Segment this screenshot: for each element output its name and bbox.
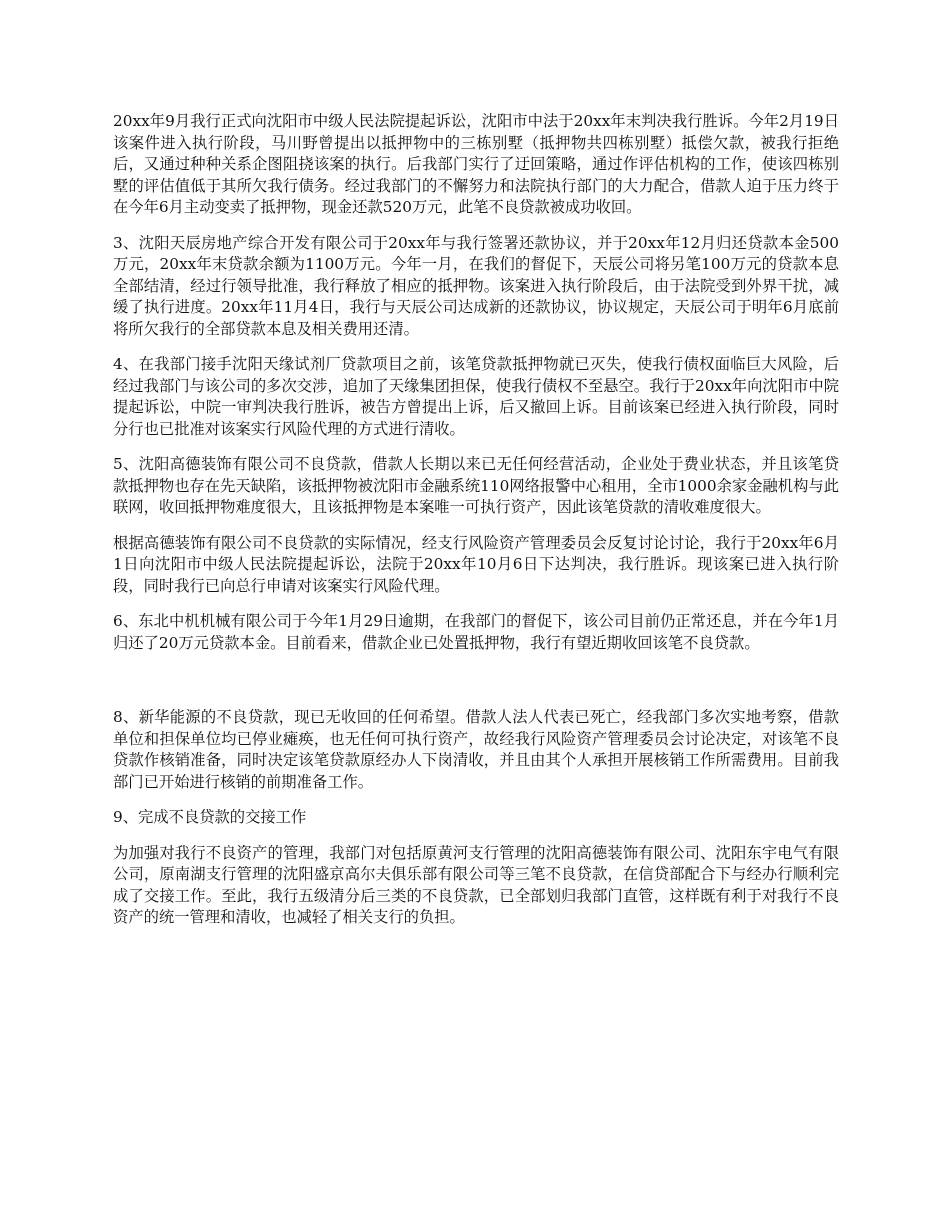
paragraph-item-4: 4、在我部门接手沈阳天缘试剂厂贷款项目之前，该笔贷款抵押物就已灭失，使我行债权面临巨大风险，后经过我部门与该公司的多次交涉，追加了天缘集团担保，使我行债权不至悬空。我行于20xx年向沈阳市中院提起诉讼，中院一审判决我行胜诉，被告方曾提出上诉，后又撤回上诉。目前该案已经进入执行阶段，同时分行也已批准对该案实行风险代理的方式进行清收。 bbox=[113, 355, 839, 438]
paragraph-gaode-followup: 根据高德装饰有限公司不良贷款的实际情况，经支行风险资产管理委员会反复讨论讨论，我行于20xx年6月1日向沈阳市中级人民法院提起诉讼，法院于20xx年10月6日下达判决，我行胜诉。现该案已进入执行阶段，同时我行已向总行申请对该案实行风险代理。 bbox=[113, 533, 839, 595]
paragraph-item-5: 5、沈阳高德装饰有限公司不良贷款，借款人长期以来已无任何经营活动，企业处于费业状态，并且该笔贷款抵押物也存在先天缺陷，该抵押物被沈阳市金融系统110网络报警中心租用，全市1000余家金融机构与此联网，收回抵押物难度很大，且该抵押物是本案唯一可执行资产，因此该笔贷款的清收难度很大。 bbox=[113, 455, 839, 516]
document-body bbox=[113, 111, 839, 943]
blank-gap bbox=[113, 668, 839, 707]
paragraph-item-9-heading: 9、完成不良贷款的交接工作 bbox=[113, 808, 307, 826]
paragraph-handover: 为加强对我行不良资产的管理，我部门对包括原黄河支行管理的沈阳高德装饰有限公司、沈阳东宇电气有限公司，原南湖支行管理的沈阳盛京高尔夫俱乐部有限公司等三笔不良贷款，在信贷部配合下与经办行顺利完成了交接工作。至此，我行五级清分后三类的不良贷款，已全部划归我部门直管，这样既有利于对我行不良资产的统一管理和清收，也减轻了相关支行的负担。 bbox=[113, 843, 839, 926]
paragraph-item-8: 8、新华能源的不良贷款，现已无收回的任何希望。借款人法人代表已死亡，经我部门多次实地考察，借款单位和担保单位均已停业瘫痪，也无任何可执行资产，故经我行风险资产管理委员会讨论决定，对该笔不良贷款作核销准备，同时决定该笔贷款原经办人下岗清收，并且由其个人承担开展核销工作所需费用。目前我部门已开始进行核销的前期准备工作。 bbox=[113, 708, 839, 791]
paragraph-item-3: 3、沈阳天辰房地产综合开发有限公司于20xx年与我行签署还款协议，并于20xx年12月归还贷款本金500万元，20xx年末贷款余额为1100万元。今年一月，在我们的督促下，天辰公司将另笔100万元的贷款本息全部结清，经过行领导批准，我行释放了相应的抵押物。该案进入执行阶段后，由于法院受到外界干扰，减缓了执行进度。20xx年11月4日，我行与天辰公司达成新的还款协议，协议规定，天辰公司于明年6月底前将所欠我行的全部贷款本息及相关费用还清。 bbox=[113, 233, 839, 338]
paragraph-collection-case: 20xx年9月我行正式向沈阳市中级人民法院提起诉讼，沈阳市中法于20xx年末判决我行胜诉。今年2月19日该案件进入执行阶段，马川野曾提出以抵押物中的三栋别墅（抵押物共四栋别墅）抵偿欠款，被我行拒绝后，又通过种种关系企图阻挠该案的执行。后我部门实行了迂回策略，通过作评估机构的工作，使该四栋别墅的评估值低于其所欠我行债务。经过我部门的不懈努力和法院执行部门的大力配合，借款人迫于压力终于在今年6月主动变卖了抵押物，现金还款520万元，此笔不良贷款被成功收回。 bbox=[113, 112, 839, 216]
paragraph-item-6: 6、东北中机机械有限公司于今年1月29日逾期，在我部门的督促下，该公司目前仍正常还息，并在今年1月归还了20万元贷款本金。目前看来，借款企业已处置抵押物，我行有望近期收回该笔不良贷款。 bbox=[113, 612, 839, 652]
